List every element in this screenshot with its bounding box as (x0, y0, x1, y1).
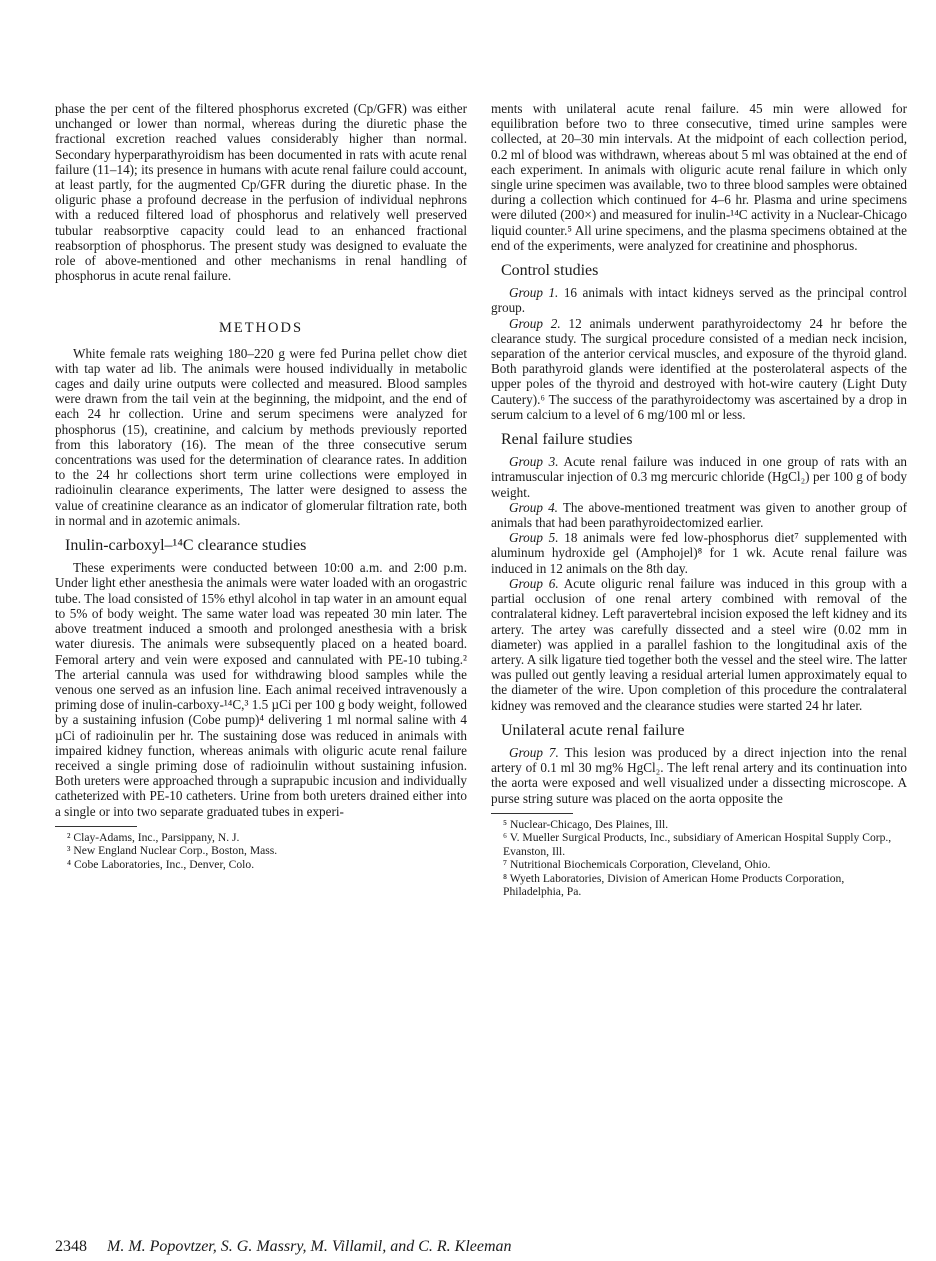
footnote-rule (491, 813, 573, 814)
page-footer (55, 1238, 512, 1256)
group-label: Group 1. (509, 285, 559, 301)
inulin-heading: Inulin-carboxyl–¹⁴C clearance studies (65, 537, 307, 555)
group-text: 18 animals were fed low-phosphorus diet⁷ supplemented with aluminum hydroxide gel (Amphojel)⁸ for 1 wk. Acute renal failure was induced in 12 animals on the 8th day. (491, 530, 907, 576)
footnote: ⁵ Nuclear-Chicago, Des Plaines, Ill. (503, 817, 669, 831)
group-7-paragraph (491, 745, 907, 806)
group-text: 16 animals with intact kidneys served as the principal control group. (491, 285, 907, 316)
footnote-rule (55, 826, 137, 827)
group-label: Group 4. (509, 499, 558, 515)
group-label: Group 3. (509, 454, 559, 470)
group-label: Group 2. (509, 315, 561, 331)
inulin-paragraph: These experiments were conducted between 10:00 a.m. and 2:00 p.m. Under light ether anesthesia the animals were water loaded with an orogastric tube. The load consisted of 15% ethyl alcohol in tap water in an amount equal to 5% of body weight. The same water load was repeated 30 min later. The above treatment induced a smooth and prolonged anesthesia with a brisk water diuresis. The animals were subsequently placed on a heated board. Femoral artery and vein were exposed and cannulated with PE-10 tubing.² The arterial cannula was used for withdrawing blood samples while the venous one served as an infusion line. Each animal received intravenously a priming dose of inulin-carboxy-¹⁴C,³ 1.5 µCi per 100 g body weight, followed by a sustaining infusion (Cobe pump)⁴ delivering 1 ml normal saline with 4 µCi of radioinulin per hr. The sustaining dose was reduced in animals with impaired kidney function, whereas animals with oliguric acute renal failure received a single priming dose of radioinulin without sustaining infusion. Both ureters were approached through a suprapubic incusion and individually catheterized with PE-10 catheters. Urine from both ureters drained either into a single or into two separate graduated tubes in experi- (55, 560, 468, 819)
footnote: ³ New England Nuclear Corp., Boston, Mass. (67, 844, 278, 858)
group-text: 12 animals underwent parathyroidectomy 24 hr before the clearance study. The surgical procedure consisted of a median neck incision, separation of the anterior cervical muscles, and exposure of the thyroid gland. Both parathyroid glands were identified at the posterolateral aspects of the upper poles of the thyroid and destroyed with hot-wire cautery (Light Duty Cautery).⁶ The success of the parathyroidectomy was ascertained by a drop in serum calcium to a level of 6 mg/100 ml or less. (491, 315, 907, 422)
intro-paragraph: phase the per cent of the filtered phosphorus excreted (Cp/GFR) was either unchanged or lower than normal, whereas during the diuretic phase the fractional excretion reached values considerably higher than normal. Secondary hyperparathyroidism has been documented in rats with acute renal failure (11–14); its presence in humans with acute renal failure could account, at least partly, for the augmented Cp/GFR during the diuretic phase. In the oliguric phase a profound decrease in the perfusion of individual nephrons with a reduced filtered load of phosphorus and relatively well preserved tubular reabsorptive capacity could lead to an enhanced fractional reabsorption of phosphorus. The present study was designed to evaluate the role of above-mentioned and other mechanisms in renal handling of phosphorus in acute renal failure. (55, 101, 467, 284)
left-column (55, 101, 467, 871)
unilateral-heading: Unilateral acute renal failure (501, 721, 685, 739)
group-4-paragraph (491, 500, 907, 530)
group-text: The above-mentioned treatment was given to another group of animals that had been parathyroidectomized earlier. (491, 499, 908, 531)
group-label: Group 6. (509, 575, 559, 591)
group-text: This lesion was produced by a direct injection into the renal artery of 0.1 ml 30 mg% HgCl₂. The left renal artery and its continuation into the aorta were exposed and well visualized under a dissecting microscope. A purse string suture was placed on the aorta opposite the (491, 744, 907, 806)
footnote: ² Clay-Adams, Inc., Parsippany, N. J. (67, 830, 240, 844)
footnote: ⁴ Cobe Laboratories, Inc., Denver, Colo. (67, 857, 255, 871)
group-3-paragraph (491, 454, 907, 500)
running-authors: M. M. Popovtzer, S. G. Massry, M. Villamil, and C. R. Kleeman (107, 1238, 512, 1255)
footnote: ⁶ V. Mueller Surgical Products, Inc., subsidiary of American Hospital Supply Corp., Evanston, Ill. (503, 831, 892, 858)
group-label: Group 5. (509, 530, 559, 546)
methods-heading: METHODS (218, 320, 304, 337)
page-number: 2348 (55, 1238, 87, 1255)
continued-paragraph: ments with unilateral acute renal failure. 45 min were allowed for equilibration before two to three consecutive, timed urine samples were collected, at 20–30 min intervals. At the midpoint of each collection period, 0.2 ml of blood was withdrawn, whereas about 5 ml was obtained at the end of each experiment. In animals with oliguric acute renal failure in which only single urine specimen was available, two to three blood samples were obtained during a collection which continued for 4–6 hr. Plasma and urine specimens were diluted (200×) and measured for inulin-¹⁴C activity in a Nuclear-Chicago liquid counter.⁵ All urine specimens, and the plasma specimens obtained at the end of the experiments, were analyzed for creatinine and phosphorus. (491, 101, 908, 253)
group-2-paragraph (491, 316, 907, 422)
renal-failure-heading: Renal failure studies (501, 431, 633, 449)
group-5-paragraph (491, 530, 907, 576)
footnote: ⁸ Wyeth Laboratories, Division of American Home Products Corporation, Philadelphia, Pa. (503, 871, 845, 899)
group-label: Group 7. (509, 744, 559, 760)
right-column (491, 101, 907, 899)
group-6-paragraph (491, 576, 907, 713)
group-1-paragraph (491, 285, 907, 315)
group-text: Acute renal failure was induced in one group of rats with an intramuscular injection of 0.3 mg mercuric chloride (HgCl₂) per 100 g of body weight. (491, 454, 907, 500)
footnote: ⁷ Nutritional Biochemicals Corporation, Cleveland, Ohio. (503, 858, 771, 872)
group-text: Acute oliguric renal failure was induced in this group with a partial occlusion of one renal artery combined with removal of the contralateral kidney. Left paravertebral incision exposed the left kidney and its artery. The artey was carefully dissected and a steel wire (0.02 mm in diameter) was applied in a parallel fashion to the longitudinal axis of the artery. A silk ligature tied together both the vessel and the steel wire. The latter was pulled out gently leaving a residual arterial lumen approximately equal to the diameter of the wire. Upon completion of this procedure the contralateral kidney was removed and the clearance studies were started 24 hr later. (491, 575, 907, 713)
control-studies-heading: Control studies (501, 262, 599, 280)
methods-paragraph: White female rats weighing 180–220 g were fed Purina pellet chow diet with tap water ad lib. The animals were housed individually in metabolic cages and daily urine outputs were collected and measured. Blood samples were drawn from the tail vein at the beginning, the midpoint, and the end of each 24 hr collection. Urine and serum specimens were analyzed for phosphorus (15), creatinine, and calcium by methods previously reported from this laboratory (16). The mean of the three consecutive serum concentrations was used for the determination of clearance rates. In addition to the 24 hr collections short term urine collections were employed in radioinulin clearance experiments, The latter were designed to assess the value of creatinine clearance as an indicator of glomerular filtration rate, both in normal and in azotemic animals. (55, 345, 467, 528)
